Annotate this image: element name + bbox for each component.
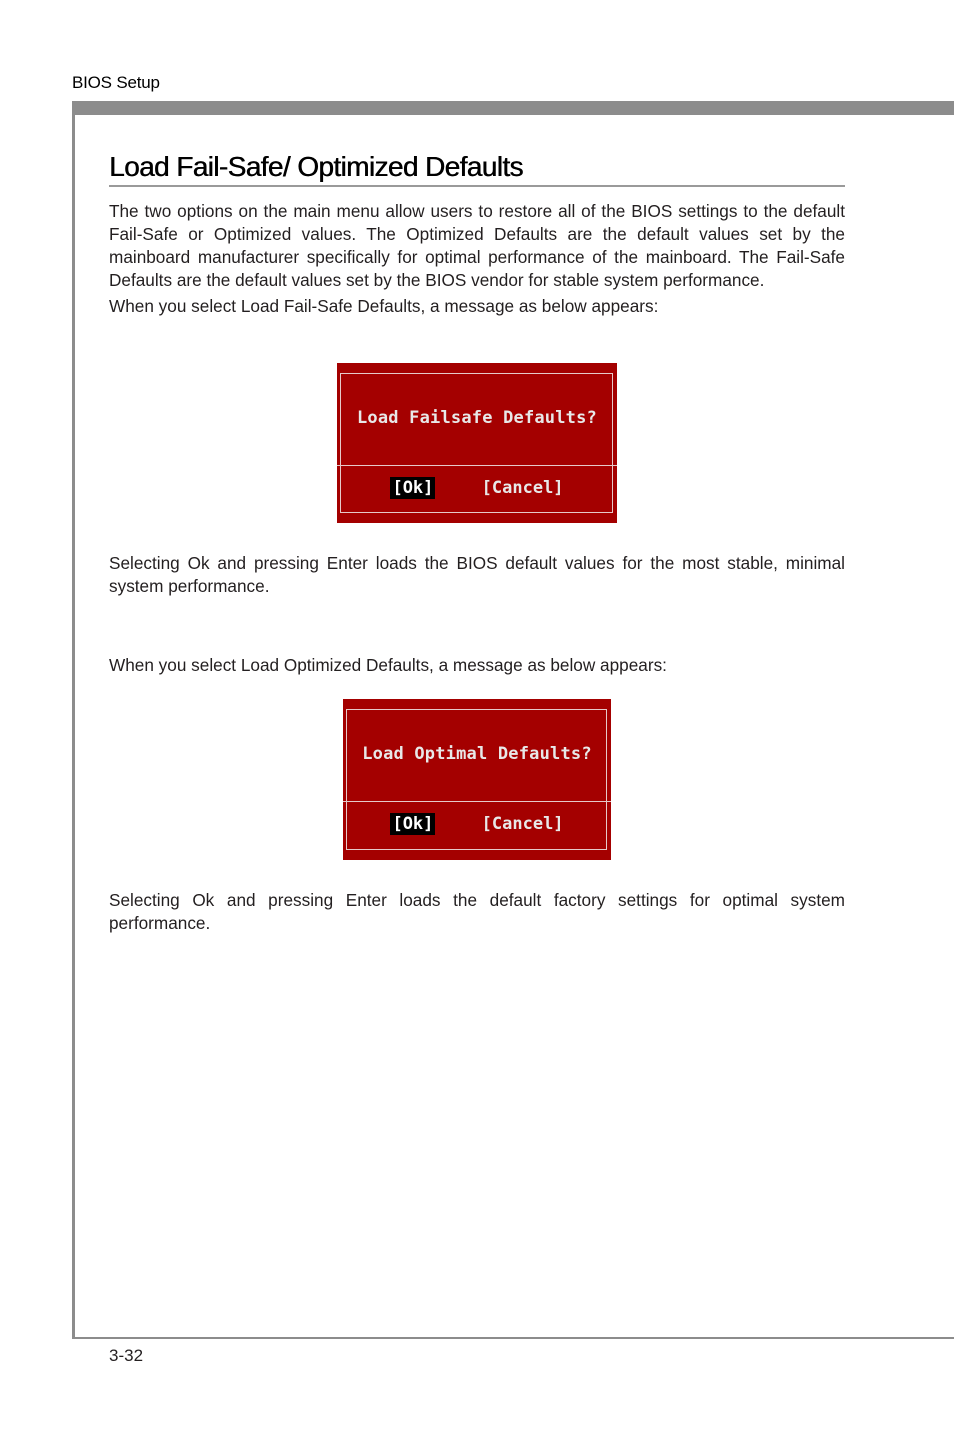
- intro-paragraph: The two options on the main menu allow users to restore all of the BIOS settings to the default Fail-Safe or Optimized values. The Optimized Defaults are the default values set by the mainboard manufacturer specifically for optimal performance of the mainboard. The Fail-Safe Defaults are the default values set by the BIOS vendor for stable system performance.: [109, 201, 845, 290]
- ok-button[interactable]: [Ok]: [392, 478, 434, 498]
- dialog-prompt: Load Failsafe Defaults?: [356, 408, 597, 428]
- page-number: 3-32: [109, 1346, 144, 1365]
- failsafe-result-paragraph: Selecting Ok and pressing Enter loads the BIOS default values for the most stable, minimal system performance.: [109, 553, 845, 596]
- ok-button[interactable]: [Ok]: [392, 814, 434, 834]
- dialog-divider: [343, 801, 611, 802]
- running-header: BIOS Setup: [72, 73, 160, 92]
- section-title: Load Fail-Safe/ Optimized Defaults: [109, 151, 523, 182]
- failsafe-dialog: [337, 363, 617, 523]
- cancel-button[interactable]: [Cancel]: [481, 478, 564, 498]
- top-rule: [72, 101, 954, 115]
- content: [109, 150, 845, 318]
- dialog-divider: [337, 465, 617, 466]
- optimal-dialog: [343, 699, 611, 860]
- dialog-prompt: Load Optimal Defaults?: [362, 744, 592, 764]
- dialog-buttons: [343, 814, 611, 834]
- title-underline: [109, 185, 845, 187]
- cancel-button[interactable]: [Cancel]: [481, 814, 564, 834]
- optimized-lead-paragraph: When you select Load Optimized Defaults, a message as below appears:: [109, 655, 667, 675]
- left-rule: [72, 101, 75, 1339]
- dialog-buttons: [337, 478, 617, 498]
- optimized-result-paragraph: Selecting Ok and pressing Enter loads the default factory settings for optimal system performance.: [109, 890, 845, 933]
- bottom-rule: [72, 1337, 954, 1339]
- failsafe-lead-paragraph: When you select Load Fail-Safe Defaults, a message as below appears:: [109, 296, 659, 316]
